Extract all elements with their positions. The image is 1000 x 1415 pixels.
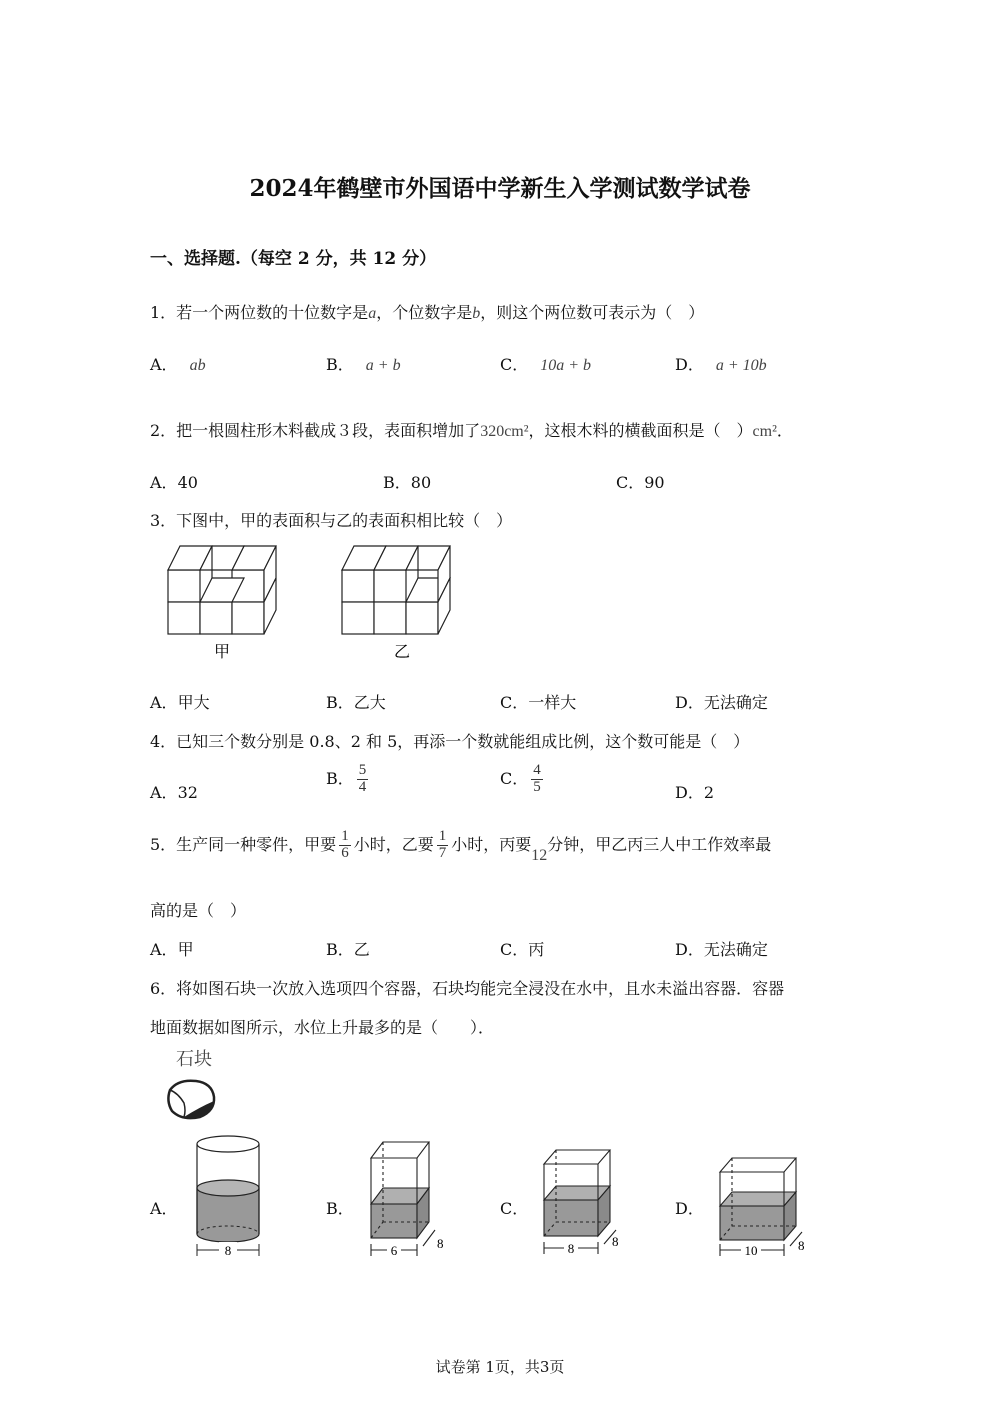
question-4: 4．已知三个数分别是 0.8、2 和 5，再添一个数就能组成比例，这个数可能是（ ） (150, 732, 750, 751)
option-value: 32 (177, 783, 198, 802)
q6-option-a[interactable]: A． (150, 1199, 178, 1218)
denominator: 5 (533, 778, 541, 795)
numerator: 4 (533, 762, 541, 778)
option-value: 甲 (177, 940, 194, 959)
q2-text-a: 2．把一根圆柱形木料截成３段，表面积增加了 (150, 421, 481, 440)
dim-label: 6 (390, 1243, 398, 1258)
q4-option-c[interactable] (500, 763, 546, 796)
denominator: 7 (438, 844, 447, 861)
question-5 (150, 829, 771, 862)
container-cylinder-a (192, 1132, 268, 1260)
dim-label: 10 (744, 1243, 758, 1258)
q1-text-a: 1．若一个两位数的十位数字是 (150, 303, 369, 322)
section-heading: 一、选择题.（每空 2 分，共 12 分） (150, 249, 437, 269)
q6-option-c[interactable]: C． (500, 1199, 529, 1218)
q1-option-a[interactable] (150, 352, 206, 375)
dim-label: 8 (798, 1238, 805, 1253)
option-label: A． (150, 783, 178, 802)
denominator: 6 (341, 844, 349, 861)
q5-text-d: 分钟，甲乙丙三人中工作效率最 (547, 834, 772, 854)
q2-option-b[interactable] (383, 470, 431, 493)
q3-option-b[interactable] (326, 690, 386, 713)
q5-line-2: 高的是（ ） (150, 901, 247, 920)
numerator: 1 (438, 828, 447, 844)
q3-label-jia: 甲 (213, 642, 231, 661)
numerator: 5 (358, 762, 367, 778)
option-value: 甲大 (177, 693, 210, 712)
option-math: a + b (365, 357, 401, 374)
container-box-c (538, 1144, 633, 1260)
q2-text-b: ，这根木料的横截面积是（ ） (528, 421, 753, 440)
option-value: 乙大 (353, 693, 386, 712)
q1-text-c: ，则这个两位数可表示为（ ） (480, 303, 705, 322)
q2-option-c[interactable] (616, 470, 665, 493)
q5-option-d[interactable] (675, 937, 768, 960)
q2-text-c: ． (776, 421, 793, 440)
container-box-b (365, 1136, 455, 1260)
q4-option-a[interactable] (150, 780, 198, 803)
option-label: A． (150, 693, 178, 712)
question-3: 3．下图中，甲的表面积与乙的表面积相比较（ ） (150, 511, 513, 530)
q1-var-a: a (368, 305, 377, 322)
q5-fraction-jia (339, 829, 351, 862)
numerator: 1 (341, 828, 349, 844)
q2-area: 320cm² (480, 423, 529, 440)
q2-unit: cm² (752, 423, 777, 440)
option-value: 无法确定 (703, 693, 768, 712)
option-label: C． (500, 355, 529, 374)
q5-text-c: 小时，丙要 (451, 834, 532, 854)
q5-option-b[interactable] (326, 937, 370, 960)
option-label: B． (326, 768, 354, 788)
q5-text-b: 小时，乙要 (353, 834, 434, 854)
question-2 (150, 418, 793, 441)
option-label: C． (500, 768, 529, 788)
q5-option-a[interactable] (150, 937, 194, 960)
option-label: B． (326, 693, 354, 712)
option-label: C． (500, 693, 529, 712)
option-label: D． (675, 355, 704, 374)
q1-option-d[interactable] (675, 352, 767, 375)
q3-option-d[interactable] (675, 690, 768, 713)
option-value: 90 (644, 473, 665, 492)
option-math: ab (189, 357, 206, 374)
denominator: 4 (358, 778, 367, 795)
q5-minutes: 12 (531, 846, 548, 864)
q5-option-c[interactable] (500, 937, 544, 960)
container-box-d (714, 1152, 814, 1260)
option-label: D． (675, 693, 704, 712)
q1-text-b: ，个位数字是 (376, 303, 473, 322)
option-label: D． (675, 783, 704, 802)
q4-option-d[interactable] (675, 780, 714, 803)
stone-figure (160, 1045, 240, 1125)
option-value: 乙 (353, 940, 370, 959)
option-value: 无法确定 (703, 940, 768, 959)
option-value: 40 (177, 473, 198, 492)
q3-label-yi: 乙 (393, 642, 411, 661)
option-value: 丙 (528, 940, 545, 959)
q6-option-d[interactable]: D． (675, 1199, 704, 1218)
q4-option-c-fraction (531, 763, 543, 796)
question-1 (150, 300, 704, 323)
option-value: 80 (410, 473, 432, 492)
option-label: C． (616, 473, 645, 492)
dim-label: 8 (612, 1234, 619, 1249)
option-label: A． (150, 473, 178, 492)
option-math: a + 10b (715, 357, 767, 374)
q5-text-a: 5．生产同一种零件，甲要 (150, 834, 337, 854)
q3-option-a[interactable] (150, 690, 210, 713)
question-6-line-2: 地面数据如图所示，水位上升最多的是（ ）． (150, 1018, 495, 1037)
option-label: C． (500, 940, 529, 959)
option-label: B． (326, 940, 354, 959)
option-label: B． (326, 355, 354, 374)
dim-label: 8 (437, 1236, 444, 1251)
dim-label: 8 (224, 1243, 232, 1258)
q3-option-c[interactable] (500, 690, 576, 713)
q5-fraction-yi (437, 829, 449, 862)
q4-option-b-fraction (357, 763, 369, 796)
q1-option-c[interactable] (500, 352, 591, 375)
option-label: D． (675, 940, 704, 959)
q2-option-a[interactable] (150, 470, 198, 493)
page-title: 2024年鹤壁市外国语中学新生入学测试数学试卷 (249, 175, 751, 202)
page-footer: 试卷第 1页，共3页 (435, 1358, 565, 1376)
option-label: A． (150, 355, 178, 374)
option-math: 10a + b (540, 357, 592, 374)
q1-option-b[interactable] (326, 352, 401, 375)
q6-option-b[interactable]: B． (326, 1199, 354, 1218)
option-value: 2 (703, 783, 715, 802)
question-6-line-1: 6．将如图石块一次放入选项四个容器，石块均能完全浸没在水中，且水未溢出容器．容器 (150, 979, 785, 998)
q3-cube-figure-jia (160, 540, 300, 665)
dim-label: 8 (567, 1241, 575, 1256)
q1-var-b: b (472, 305, 481, 322)
stone-label: 石块 (176, 1049, 212, 1070)
option-label: B． (383, 473, 411, 492)
q3-cube-figure-yi (334, 540, 474, 665)
q4-option-b[interactable] (326, 763, 371, 796)
option-value: 一样大 (528, 693, 577, 712)
option-label: A． (150, 940, 178, 959)
